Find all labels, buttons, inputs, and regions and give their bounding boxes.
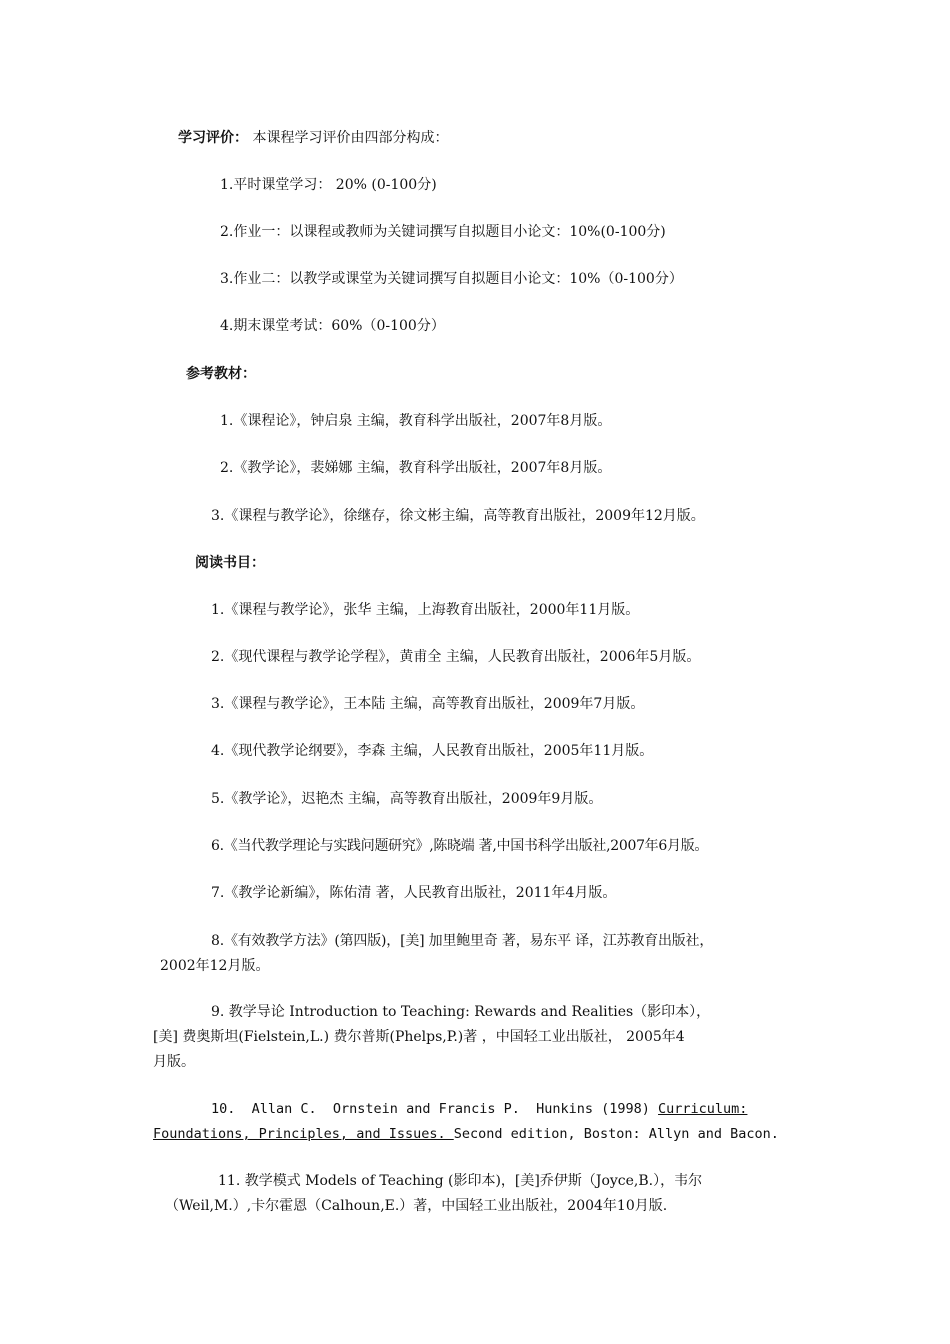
reading-item-10-line1 bbox=[211, 1098, 747, 1120]
evaluation-section bbox=[178, 127, 448, 149]
reading-item-10-prefix: 10. Allan C. Ornstein and Francis P. Hunkins (1998) bbox=[211, 1101, 659, 1117]
reading-item-11-line1: 11. 教学模式 Models of Teaching (影印本)，[美]乔伊斯（Joyce,B.），韦尔 bbox=[218, 1173, 703, 1189]
reading-item-10-title: Curriculum: bbox=[658, 1101, 748, 1117]
textbook-item: 2.《教学论》，裴娣娜 主编，教育科学出版社，2007年8月版。 bbox=[220, 460, 612, 476]
reading-item-9-line3: 月版。 bbox=[153, 1054, 195, 1070]
evaluation-item: 2.作业一：以课程或教师为关键词撰写自拟题目小论文：10%(0-100分) bbox=[220, 224, 666, 240]
reading-item: 3.《课程与教学论》，王本陆 主编，高等教育出版社，2009年7月版。 bbox=[211, 696, 645, 712]
reading-item: 2.《现代课程与教学论学程》，黄甫全 主编，人民教育出版社，2006年5月版。 bbox=[211, 649, 701, 665]
reading-item: 1.《课程与教学论》，张华 主编，上海教育出版社，2000年11月版。 bbox=[211, 602, 640, 618]
reading-item: 7.《教学论新编》，陈佑清 著，人民教育出版社，2011年4月版。 bbox=[211, 885, 617, 901]
reading-item-9-line1: 9. 教学导论 Introduction to Teaching: Rewards and Realities（影印本）， bbox=[211, 1004, 711, 1020]
evaluation-item: 1.平时课堂学习： 20% (0-100分) bbox=[220, 177, 437, 193]
evaluation-heading: 学习评价： bbox=[178, 130, 248, 146]
reading-item-8-line2: 2002年12月版。 bbox=[160, 958, 270, 974]
reading-item-9-line2: [美] 费奥斯坦(Fielstein,L.) 费尔普斯(Phelps,P.)著 ，中国轻工业出版社， 2005年4 bbox=[153, 1029, 685, 1045]
reading-item-10-title-cont: Foundations, Principles, and Issues. bbox=[153, 1126, 454, 1142]
reading-heading: 阅读书目： bbox=[195, 555, 265, 571]
reading-item: 5.《教学论》，迟艳杰 主编，高等教育出版社，2009年9月版。 bbox=[211, 791, 603, 807]
reading-item: 6.《当代教学理论与实践问题研究》,陈晓端 著,中国书科学出版社,2007年6月版。 bbox=[211, 838, 709, 854]
evaluation-item: 4.期末课堂考试：60%（0-100分） bbox=[220, 318, 445, 334]
reading-item: 4.《现代教学论纲要》，李森 主编，人民教育出版社，2005年11月版。 bbox=[211, 743, 654, 759]
reading-item-10-suffix: Second edition, Boston: Allyn and Bacon. bbox=[453, 1126, 779, 1142]
textbook-item: 3.《课程与教学论》，徐继存，徐文彬主编，高等教育出版社，2009年12月版。 bbox=[211, 508, 705, 524]
reading-item-11-line2: （Weil,M.）,卡尔霍恩（Calhoun,E.）著，中国轻工业出版社，2004年10月版. bbox=[165, 1198, 668, 1214]
reading-item-8-line1: 8.《有效教学方法》(第四版)，[美] 加里鲍里奇 著，易东平 译，江苏教育出版社， bbox=[211, 933, 714, 949]
evaluation-item: 3.作业二：以教学或课堂为关键词撰写自拟题目小论文：10%（0-100分） bbox=[220, 271, 683, 287]
reading-item-10-line2 bbox=[153, 1123, 779, 1145]
textbooks-heading: 参考教材： bbox=[186, 366, 256, 382]
textbook-item: 1.《课程论》，钟启泉 主编，教育科学出版社，2007年8月版。 bbox=[220, 413, 612, 429]
evaluation-intro: 本课程学习评价由四部分构成： bbox=[252, 130, 449, 146]
